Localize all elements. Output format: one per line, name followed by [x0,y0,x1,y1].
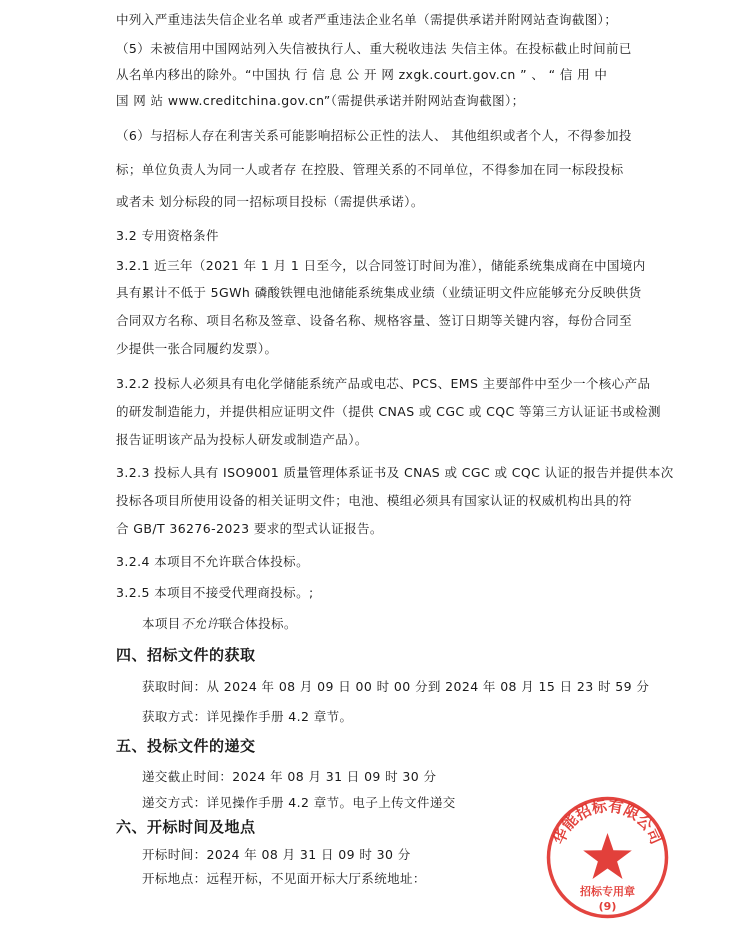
body-line-1: 中列入严重违法失信企业名单 或者严重违法企业名单（需提供承诺并附网站查询截图）； [116,12,618,27]
body-line-18: 合 GB/T 36276-2023 要求的型式认证报告。 [116,521,383,536]
body-line-6: 标；单位负责人为同一人或者存 在控股、管理关系的不同单位，不得参加在同一标段投标 [116,162,624,177]
body-line-20: 3.2.5 本项目不接受代理商投标。; [116,585,314,600]
body-line-2: （5）未被信用中国网站列入失信被执行人、重大税收违法 失信主体。在投标截止时间前已 [116,41,632,56]
seal-org-name: 华能招标有限公司 [549,796,666,847]
seal-label: 招标专用章 [580,885,635,898]
body-line-11: 合同双方名称、项目名称及签章、设备名称、规格容量、签订日期等关键内容，每份合同至 [116,313,633,328]
body-line-4: 国 网 站 www.creditchina.gov.cn”（需提供承诺并附网站查询截图）； [116,93,525,108]
body-line-16: 3.2.3 投标人具有 ISO9001 质量管理体系证书及 CNAS 或 CGC 或 CQC 认证的报告并提供本次 [116,465,674,480]
body-line-5: （6）与招标人存在利害关系可能影响招标公正性的法人、 其他组织或者个人，不得参加投 [116,128,632,143]
consortium-note-suffix: 联合体投标。 [219,616,297,631]
body-line-10: 具有累计不低于 5GWh 磷酸铁锂电池储能系统集成业绩（业绩证明文件应能够充分反映供货 [116,285,642,300]
section-5-deadline: 递交截止时间：2024 年 08 月 31 日 09 时 30 分 [142,769,437,784]
section-5-heading: 五、投标文件的递交 [116,737,256,755]
section-6-heading: 六、开标时间及地点 [116,818,256,836]
section-4-heading: 四、招标文件的获取 [116,646,256,664]
seal-star-icon [583,833,632,879]
consortium-note-prefix: 本项目 [142,616,181,631]
section-6-place: 开标地点：远程开标，不见面开标大厅系统地址： [142,871,426,886]
company-seal-stamp [545,795,670,920]
body-line-13: 3.2.2 投标人必须具有电化学储能系统产品或电芯、PCS、EMS 主要部件中至少一个核心产品 [116,376,651,391]
body-line-15: 报告证明该产品为投标人研发或制造产品）。 [116,432,368,447]
subsection-3-2-title: 3.2 专用资格条件 [116,228,219,243]
section-4-method: 获取方式：详见操作手册 4.2 章节。 [142,709,353,724]
body-line-19: 3.2.4 本项目不允许联合体投标。 [116,554,309,569]
consortium-note-italic: 不允许 [180,616,220,631]
body-line-7: 或者未 划分标段的同一招标项目投标（需提供承诺）。 [116,194,424,209]
body-line-3: 从名单内移出的除外。“中国执 行 信 息 公 开 网 zxgk.court.gov.cn ” 、 “ 信 用 中 [116,67,608,82]
body-line-17: 投标各项目所使用设备的相关证明文件；电池、模组必须具有国家认证的权威机构出具的符 [116,493,633,508]
body-line-9: 3.2.1 近三年（2021 年 1 月 1 日至今，以合同签订时间为准），储能系统集成商在中国境内 [116,258,646,273]
section-5-method: 递交方式：详见操作手册 4.2 章节。电子上传文件递交 [142,795,456,810]
body-line-12: 少提供一张合同履约发票）。 [116,341,278,356]
section-4-time: 获取时间：从 2024 年 08 月 09 日 00 时 00 分到 2024 年 08 月 15 日 23 时 59 分 [142,679,650,694]
body-line-14: 的研发制造能力，并提供相应证明文件（提供 CNAS 或 CGC 或 CQC 等第三方认证证书或检测 [116,404,661,419]
seal-number: (9) [598,900,617,913]
section-6-time: 开标时间：2024 年 08 月 31 日 09 时 30 分 [142,847,411,862]
consortium-note [142,614,297,632]
